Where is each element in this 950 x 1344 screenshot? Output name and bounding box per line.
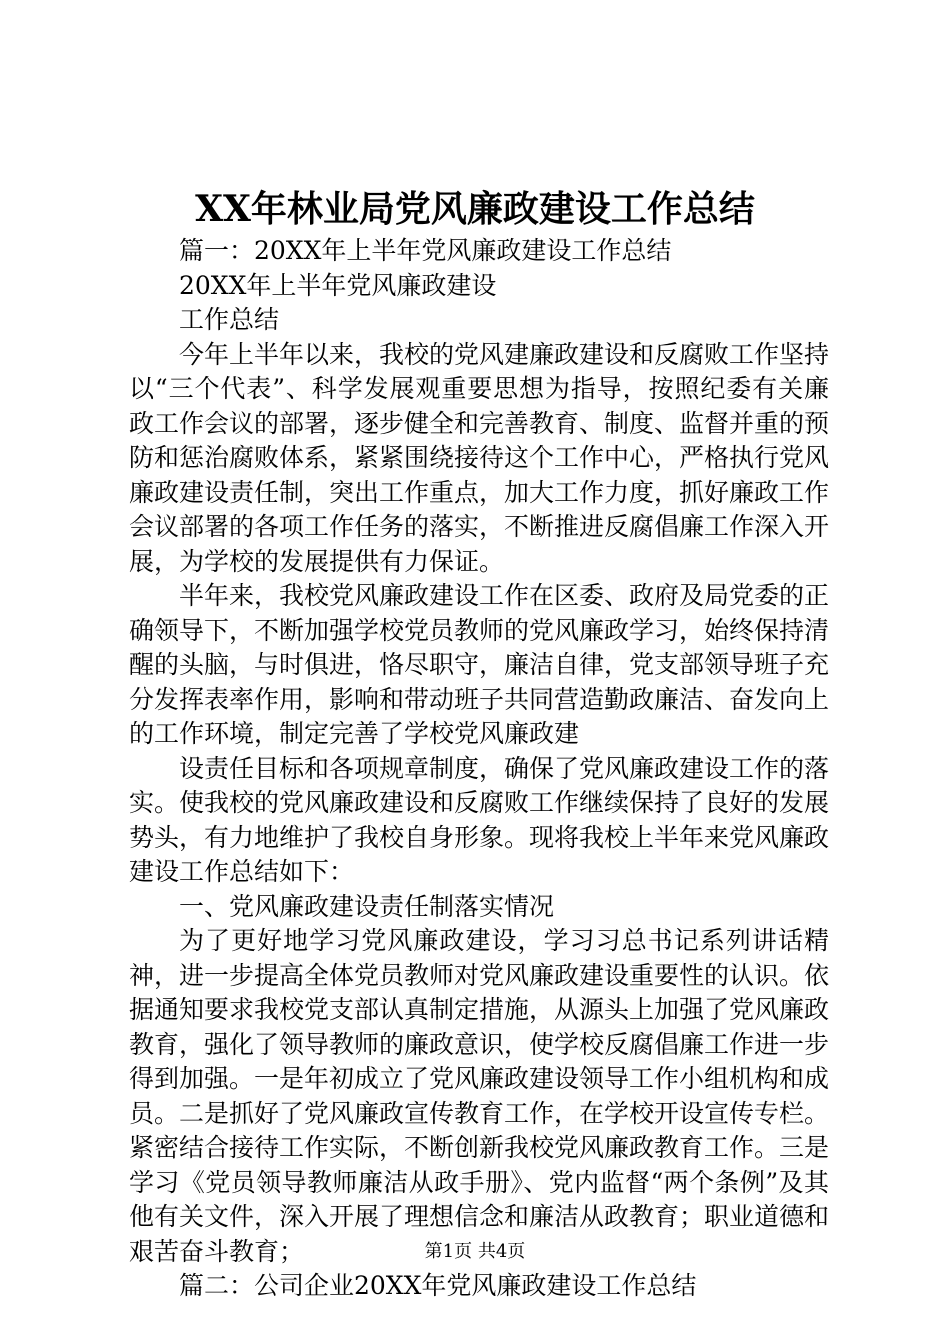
paragraph-responsibility: 设责任目标和各项规章制度，确保了党风廉政建设工作的落实。使我校的党风廉政建设和反腐败工作继续保持了良好的发展势头，有力地维护了我校自身形象。现将我校上半年来党风廉政建设工作总结如下：: [129, 753, 830, 886]
paragraph-intro: 今年上半年以来，我校的党风建廉政建设和反腐败工作坚持以“三个代表”、科学发展观重要思想为指导，按照纪委有关廉政工作会议的部署，逐步健全和完善教育、制度、监督并重的预防和惩治腐败体系，紧紧围绕接待这个工作中心，严格执行党风廉政建设责任制，突出工作重点，加大工作力度，抓好廉政工作会议部署的各项工作任务的落实，不断推进反腐倡廉工作深入开展，为学校的发展提供有力保证。: [129, 339, 830, 576]
document-body: [129, 234, 829, 1304]
page-number: 第1页 共4页: [424, 1241, 526, 1262]
paragraph-study: 为了更好地学习党风廉政建设，学习习总书记系列讲话精神，进一步提高全体党员教师对党风廉政建设重要性的认识。依据通知要求我校党支部认真制定措施，从源头上加强了党风廉政教育，强化了领导教师的廉政意识，使学校反腐倡廉工作进一步得到加强。一是年初成立了党风廉政建设领导工作小组机构和成员。二是抓好了党风廉政宣传教育工作，在学校开设宣传专栏。紧密结合接待工作实际，不断创新我校党风廉政教育工作。三是学习《党员领导教师廉洁从政手册》、党内监督“两个条例”及其他有关文件，深入开展了理想信念和廉洁从政教育；职业道德和艰苦奋斗教育；: [129, 926, 830, 1266]
paragraph-subtitle-line-1: 20XX年上半年党风廉政建设: [179, 270, 497, 300]
paragraph-heading-part-one: 篇一：20XX年上半年党风廉政建设工作总结: [179, 236, 672, 265]
paragraph-half-year: 半年来，我校党风廉政建设工作在区委、政府及局党委的正确领导下，不断加强学校党员教师的党风廉政学习，始终保持清醒的头脑，与时俱进，恪尽职守，廉洁自律，党支部领导班子充分发挥表率作用，影响和带动班子共同营造勤政廉洁、奋发向上的工作环境，制定完善了学校党风廉政建: [129, 581, 830, 748]
document-title: XX年林业局党风廉政建设工作总结: [195, 188, 755, 230]
paragraph-subtitle-line-2: 工作总结: [179, 305, 280, 334]
section-heading-one: 一、党风廉政建设责任制落实情况: [179, 891, 555, 921]
paragraph-heading-part-two: 篇二：公司企业20XX年党风廉政建设工作总结: [179, 1271, 697, 1300]
